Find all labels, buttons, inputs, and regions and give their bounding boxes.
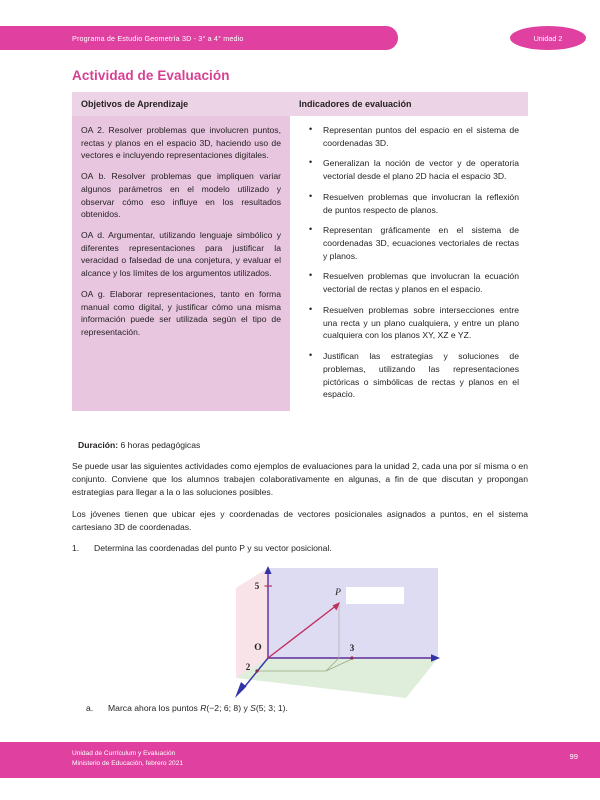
answer-box [346,587,404,604]
label-tick-z: 5 [254,581,260,591]
indicadores-list [299,124,519,401]
intro-paragraph-2: Los jóvenes tienen que ubicar ejes y coordenadas de vectores posicionales asignados a puntos, en el sistema cartesiano 3D de coordenadas. [72,509,528,533]
footer-line-1: Unidad de Currículum y Evaluación [72,750,176,757]
exercise-a-text-pre: Marca ahora los puntos [108,703,201,713]
table-row [72,116,528,411]
duration-line [78,440,200,450]
exercise-item-a [86,702,526,715]
exercise-text: Determina las coordenadas del punto P y su vector posicional. [94,543,332,553]
footer-band [0,742,600,778]
exercise-letter: a. [86,703,94,713]
objectives-indicators-table [72,92,528,411]
label-tick-y: 2 [245,662,251,672]
intro-paragraph-1: Se puede usar las siguientes actividades como ejemplos de evaluaciones para la unidad 2, cada una por sí misma o en conjunto. Conviene que los alumnos trabajen colaborativamente en algunas, a fin de que discutan y propongan estrategias para llegar a la o las soluciones posibles. [72,461,528,498]
label-point-p: P [335,588,341,598]
objetivo-item: OA b. Resolver problemas que impliquen variar algunos parámetros en el modelo utilizado y observar cómo eso influye en los resultados obtenidos. [81,171,281,220]
table-header-indicadores: Indicadores de evaluación [290,92,528,116]
objetivo-item: OA g. Elaborar representaciones, tanto en forma manual como digital, y justificar cómo una misma información puede ser utilizada según el tipo de representación. [81,288,281,338]
list-item: • Justifican las estrategias y soluciones de problemas, utilizando las representaciones pictóricas o simbólicas de rectas y planos en el espacio. [313,350,519,401]
point-coords-s: (5; 3; 1). [255,703,288,713]
plane-xy [236,658,438,698]
page-title: Actividad de Evaluación [72,68,230,83]
point-label-s: S [250,703,256,713]
footer-text [72,749,183,769]
coordinate-system-3d-figure [228,566,448,698]
duration-value: 6 horas pedagógicas [120,440,201,450]
footer-line-2: Ministerio de Educación, febrero 2021 [72,760,184,768]
conjunction: y [241,703,251,713]
page-number: 99 [569,752,578,761]
label-origin: O [254,643,262,653]
axis-y-arrow [235,682,247,698]
point-coords-r: (−2; 6; 8) [206,703,242,713]
header-band-title: Programa de Estudio Geometría 3D - 3° a 4° medio [72,33,244,43]
indicadores-cell [290,116,528,411]
list-item: • Generalizan la noción de vector y de operatoria vectorial desde el plano 2D hacia el espacio 3D. [313,157,519,182]
unit-badge [510,26,586,50]
list-item: • Resuelven problemas que involucran la ecuación vectorial de rectas y planos en el espacio. [313,270,519,295]
label-tick-x: 3 [349,643,355,653]
table-header-objetivos: Objetivos de Aprendizaje [72,92,290,116]
exercise-number: 1. [72,543,80,553]
list-item: • Resuelven problemas que involucran la reflexión de puntos respecto de planos. [313,191,519,216]
table-header-row [72,92,528,116]
objetivo-item: OA 2. Resolver problemas que involucren puntos, rectas y planos en el espacio 3D, haciendo uso de vectores e incluyendo representaciones digitales. [81,125,281,161]
exercise-item-1 [72,542,528,555]
list-item: • Resuelven problemas sobre intersecciones entre una recta y un plano cualquiera, y entre un plano cualquiera con los planos XY, XZ e YZ. [313,304,519,342]
list-item: • Representan gráficamente en el sistema de coordenadas 3D, ecuaciones vectoriales de rectas y planos. [313,224,519,262]
list-item: • Representan puntos del espacio en el sistema de coordenadas 3D. [313,124,519,149]
header-band [0,26,398,50]
objetivos-cell [72,116,290,411]
tick-x-3 [350,656,353,659]
point-label-r: R [200,703,207,713]
objetivo-item: OA d. Argumentar, utilizando lenguaje simbólico y diferentes representaciones para justificar la veracidad o falsedad de una conjetura, y evaluar el alcance y los límites de los argumentos utilizados. [81,230,281,279]
duration-label: Duración: [78,440,119,450]
tick-y-2 [255,669,258,672]
unit-badge-label: Unidad 2 [533,33,563,43]
